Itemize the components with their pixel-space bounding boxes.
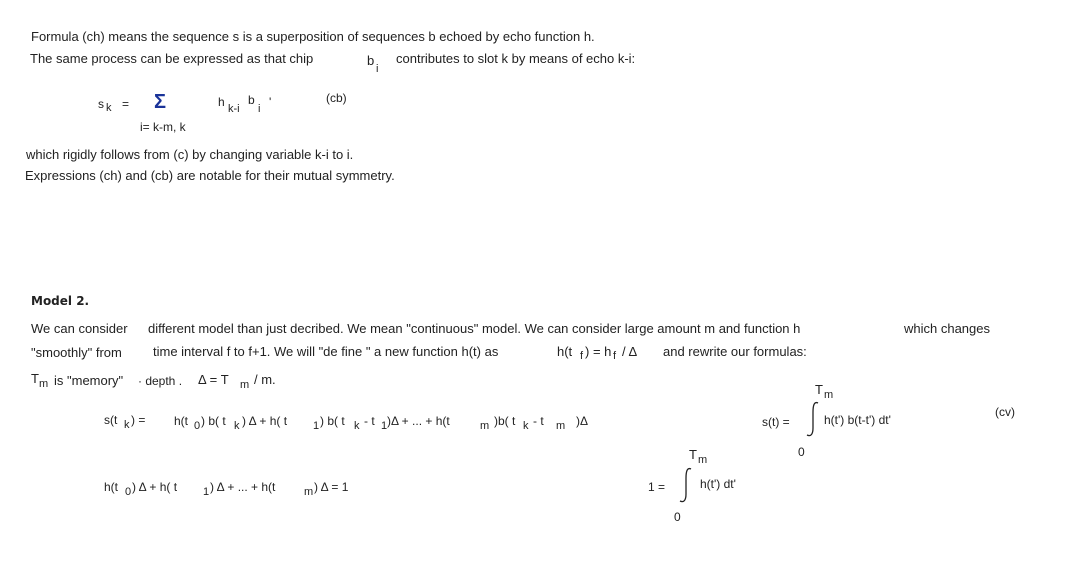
cb-b: b — [248, 93, 255, 107]
model-2-line-1-middle: different model than just decribed. We mean "continuous" model. We can consider large amount m and function h — [148, 321, 801, 336]
hf-definition-a: h(t — [557, 344, 573, 359]
delta-definition: Δ = T — [198, 372, 229, 387]
int1-lower-limit: 0 — [674, 510, 681, 524]
model-2-line-2-start: "smoothly" from — [31, 345, 122, 360]
cv-upper-limit-subscript: m — [824, 389, 834, 401]
norm-term-3-subscript: m — [304, 486, 314, 498]
sum-term-8-subscript: m — [556, 420, 566, 432]
cb-s: s — [98, 97, 104, 111]
sigma-symbol: Σ — [154, 91, 167, 113]
cv-upper-limit: T — [815, 382, 823, 397]
intro-line-2-start: The same process can be expressed as that chip — [30, 51, 314, 66]
sum-term-4-subscript: k — [354, 420, 360, 432]
sum-term-7-subscript: k — [523, 420, 529, 432]
intro-line-2-end: contributes to slot k by means of echo k-i: — [396, 51, 636, 66]
cv-integrand: h(t') b(t-t') dt' — [824, 413, 891, 427]
hf-definition-a-subscript: f — [580, 350, 584, 362]
model-2-line-2-middle: time interval f to f+1. We will "de fine " a new function h(t) as — [153, 344, 499, 359]
sum-term-1-subscript: 0 — [194, 420, 201, 432]
sum-lhs-subscript: k — [124, 419, 130, 431]
cv-lhs: s(t) = — [762, 415, 790, 429]
model-2-line-1-start: We can consider — [31, 321, 128, 336]
integral-sign — [805, 400, 821, 438]
sum-term-3-subscript: 1 — [313, 420, 320, 432]
sum-term-8: - t — [533, 414, 544, 428]
para-2-line-2: Expressions (ch) and (cb) are notable for their mutual symmetry. — [25, 168, 395, 183]
depth-text: · depth . — [138, 374, 183, 388]
intro-chip-b-subscript: i — [376, 63, 379, 75]
sum-term-2: ) b( t — [201, 414, 226, 428]
int1-lhs: 1 = — [648, 480, 666, 494]
sum-term-2-subscript: k — [234, 420, 240, 432]
model-2-line-1-end: which changes — [904, 321, 990, 336]
sum-term-5-subscript: 1 — [381, 420, 388, 432]
para-2-line-1: which rigidly follows from (c) by changing variable k-i to i. — [26, 147, 354, 162]
intro-line-1: Formula (ch) means the sequence s is a superposition of sequences b echoed by echo function h. — [31, 29, 595, 44]
delta-definition-subscript: m — [240, 379, 250, 391]
int1-upper-limit: T — [689, 447, 697, 462]
cb-equals: = — [122, 97, 130, 111]
cb-h-subscript: k-i — [228, 103, 240, 115]
sum-term-6: )Δ + ... + h(t — [387, 414, 450, 428]
norm-term-4: ) Δ = 1 — [314, 480, 349, 494]
int1-upper-limit-subscript: m — [698, 454, 708, 466]
norm-term-2: ) Δ + h( t — [132, 480, 178, 494]
hf-definition-b-subscript: f — [613, 350, 617, 362]
norm-term-1: h(t — [104, 480, 119, 494]
hf-definition-c: / Δ — [622, 344, 638, 359]
delta-definition-end: / m. — [254, 372, 276, 387]
sum-term-5: - t — [364, 414, 375, 428]
cb-sum-limits: i= k-m, k — [140, 120, 186, 134]
sum-term-6-subscript: m — [480, 420, 490, 432]
sum-term-1: h(t — [174, 414, 189, 428]
model-2-line-2-end: and rewrite our formulas: — [663, 344, 807, 359]
sum-term-7: )b( t — [494, 414, 516, 428]
model-2-heading: Model 2. — [31, 294, 90, 308]
cb-s-subscript: k — [106, 102, 112, 114]
norm-term-1-subscript: 0 — [125, 486, 132, 498]
tm-symbol: T — [31, 371, 39, 386]
intro-chip-b: b — [367, 53, 375, 68]
hf-definition-b: ) = h — [585, 344, 612, 359]
int1-integrand: h(t') dt' — [700, 477, 736, 491]
sum-term-4: ) b( t — [320, 414, 345, 428]
sum-lhs-end: ) = — [131, 413, 146, 427]
norm-term-2-subscript: 1 — [203, 486, 210, 498]
cb-b-subscript: i — [258, 103, 261, 115]
integral-sign-2 — [678, 466, 694, 504]
sum-lhs: s(t — [104, 413, 118, 427]
norm-term-3: ) Δ + ... + h(t — [210, 480, 276, 494]
memory-text: is "memory" — [54, 373, 124, 388]
cv-lower-limit: 0 — [798, 445, 805, 459]
cv-equation-label: (cv) — [995, 405, 1015, 419]
sum-term-3: ) Δ + h( t — [242, 414, 288, 428]
cb-tick: ' — [269, 95, 272, 109]
cb-equation-label: (cb) — [326, 91, 347, 105]
sum-term-9: )Δ — [576, 414, 589, 428]
tm-symbol-subscript: m — [39, 378, 49, 390]
cb-h: h — [218, 95, 225, 109]
